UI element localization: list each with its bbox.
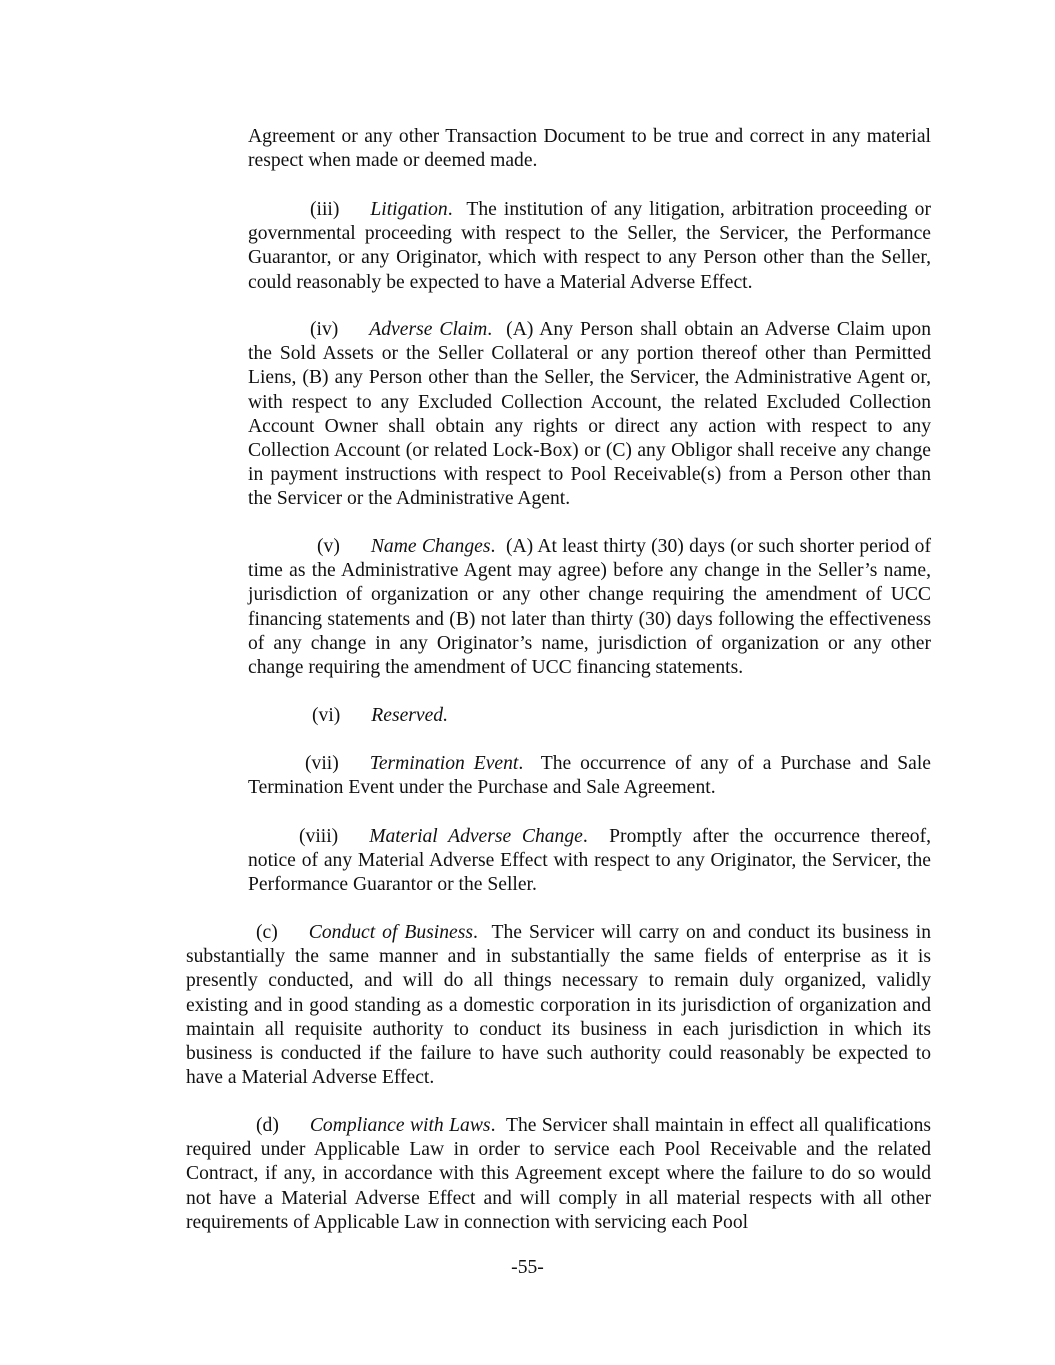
item-heading: Name Changes	[370, 536, 491, 557]
paragraph-text: Promptly after the occurrence thereof, notice of any Material Adverse Effect with respect to any Originator, the Servicer, the Performance Guarantor or the Seller.	[248, 826, 931, 896]
paragraph-vii: (vii) Termination Event. The occurrence of any of a Purchase and Sale Termination Event under the Purchase and Sale Agreement.	[248, 753, 932, 799]
item-number: (v)	[317, 536, 340, 557]
item-heading: Conduct of Business	[308, 922, 473, 943]
paragraph-text: The institution of any litigation, arbitration proceeding or governmental proceeding with respect to the Seller, the Servicer, the Performance Guarantor, or any Originator, which with respect to any Person other than the Seller, could reasonably be expected to have a Material Adverse Effect.	[248, 199, 931, 293]
item-number: (c)	[256, 922, 278, 943]
item-heading: Compliance with Laws	[309, 1115, 491, 1136]
paragraph-text: The Servicer shall maintain in effect all qualifications required under Applicable Law in order to service each Pool Receivable and the related Contract, if any, in accordance with this Agreement except where the failure to do so would not have a Material Adverse Effect and will comply in all material respects with all other requirements of Applicable Law in connection with servicing each Pool	[186, 1115, 932, 1233]
paragraph-d: (d) Compliance with Laws. The Servicer shall maintain in effect all qualifications required under Applicable Law in order to service each Pool Receivable and the related Contract, if any, in accordance with this Agreement except where the failure to do so would not have a Material Adverse Effect and will comply in all material respects with all other requirements of Applicable Law in connection with servicing each Pool	[186, 1115, 932, 1233]
item-number: (d)	[256, 1115, 279, 1136]
paragraph-text: (A) At least thirty (30) days (or such shorter period of time as the Administrative Agent may agree) before any change in the Seller’s name, jurisdiction of organization or any other change requiring the amendment of UCC financing statements and (B) not later than thirty (30) days following the effectiveness of any change in any Originator’s name, jurisdiction of organization or any other change requiring the amendment of UCC financing statements.	[248, 536, 931, 679]
paragraph-iv-body: (iv) Adverse Claim. (A) Any Person shall obtain an Adverse Claim upon the Sold Assets or the Seller Collateral or any portion thereof other than Permitted Liens, (B) any Person other than the Seller, the Servicer, the Administrative Agent or, with respect to any Excluded Collection Account, the related Excluded Collection Account Owner shall obtain any rights or direct any action with respect to any Collection Account (or related Lock-Box) or (C) any Obligor shall receive any change in payment instructions with respect to Pool Receivable(s) from a Person other than the Servicer or the Administrative Agent.	[248, 319, 931, 510]
paragraph-text: The occurrence of any of a Purchase and Sale Termination Event under the Purchase and Sale Agreement.	[248, 753, 932, 799]
item-heading: Adverse Claim	[369, 319, 488, 340]
item-heading: Termination Event	[369, 753, 519, 774]
paragraph-viii: (viii) Material Adverse Change. Promptly after the occurrence thereof, notice of any Material Adverse Effect with respect to any Originator, the Servicer, the Performance Guarantor or the Seller.	[248, 826, 931, 896]
paragraph-text: (A) Any Person shall obtain an Adverse Claim upon the Sold Assets or the Seller Collateral or any portion thereof other than Permitted Liens, (B) any Person other than the Seller, the Servicer, the Administrative Agent or, with respect to any Excluded Collection Account, the related Excluded Collection Account Owner shall obtain any rights or direct any action with respect to any Collection Account (or related Lock-Box) or (C) any Obligor shall receive any change in payment instructions with respect to Pool Receivable(s) from a Person other than the Servicer or the Administrative Agent.	[248, 319, 931, 510]
paragraph-vi	[248, 704, 931, 728]
item-number: (viii)	[299, 826, 339, 847]
paragraph-v: (v) Name Changes. (A) At least thirty (30) days (or such shorter period of time as the Administrative Agent may agree) before any change in the Seller’s name, jurisdiction of organization or any other change requiring the amendment of UCC financing statements and (B) not later than thirty (30) days following the effectiveness of any change in any Originator’s name, jurisdiction of organization or any other change requiring the amendment of UCC financing statements.	[248, 536, 931, 679]
item-number: (vi)	[312, 705, 341, 726]
paragraph-continuation	[248, 125, 931, 173]
item-heading: Material Adverse Change	[369, 826, 583, 847]
paragraph-text: Agreement or any other Transaction Document to be true and correct in any material respect when made or deemed made.	[248, 126, 931, 172]
page-number: -55-	[511, 1257, 544, 1278]
item-heading: Litigation	[370, 199, 448, 220]
paragraph-text: The Servicer will carry on and conduct its business in substantially the same manner and in substantially the same fields of enterprise as it is presently conducted, and will do all things necessary to remain duly organized, validly existing and in good standing as a domestic corporation in its jurisdiction of organization and maintain all requisite authority to conduct its business in each jurisdiction in which its business is conducted if the failure to have such authority could reasonably be expected to have a Material Adverse Effect.	[186, 922, 932, 1089]
item-number: (iv)	[310, 319, 339, 340]
item-number: (vii)	[305, 753, 339, 774]
paragraph-iii: (iii) Litigation. The institution of any litigation, arbitration proceeding or governmental proceeding with respect to the Seller, the Servicer, the Performance Guarantor, or any Originator, which with respect to any Person other than the Seller, could reasonably be expected to have a Material Adverse Effect.	[248, 199, 931, 293]
item-heading: Reserved.	[371, 705, 448, 726]
item-number: (iii)	[310, 199, 340, 220]
paragraph-c: (c) Conduct of Business. The Servicer will carry on and conduct its business in substantially the same manner and in substantially the same fields of enterprise as it is presently conducted, and will do all things necessary to remain duly organized, validly existing and in good standing as a domestic corporation in its jurisdiction of organization and maintain all requisite authority to conduct its business in each jurisdiction in which its business is conducted if the failure to have such authority could reasonably be expected to have a Material Adverse Effect.	[186, 922, 932, 1089]
